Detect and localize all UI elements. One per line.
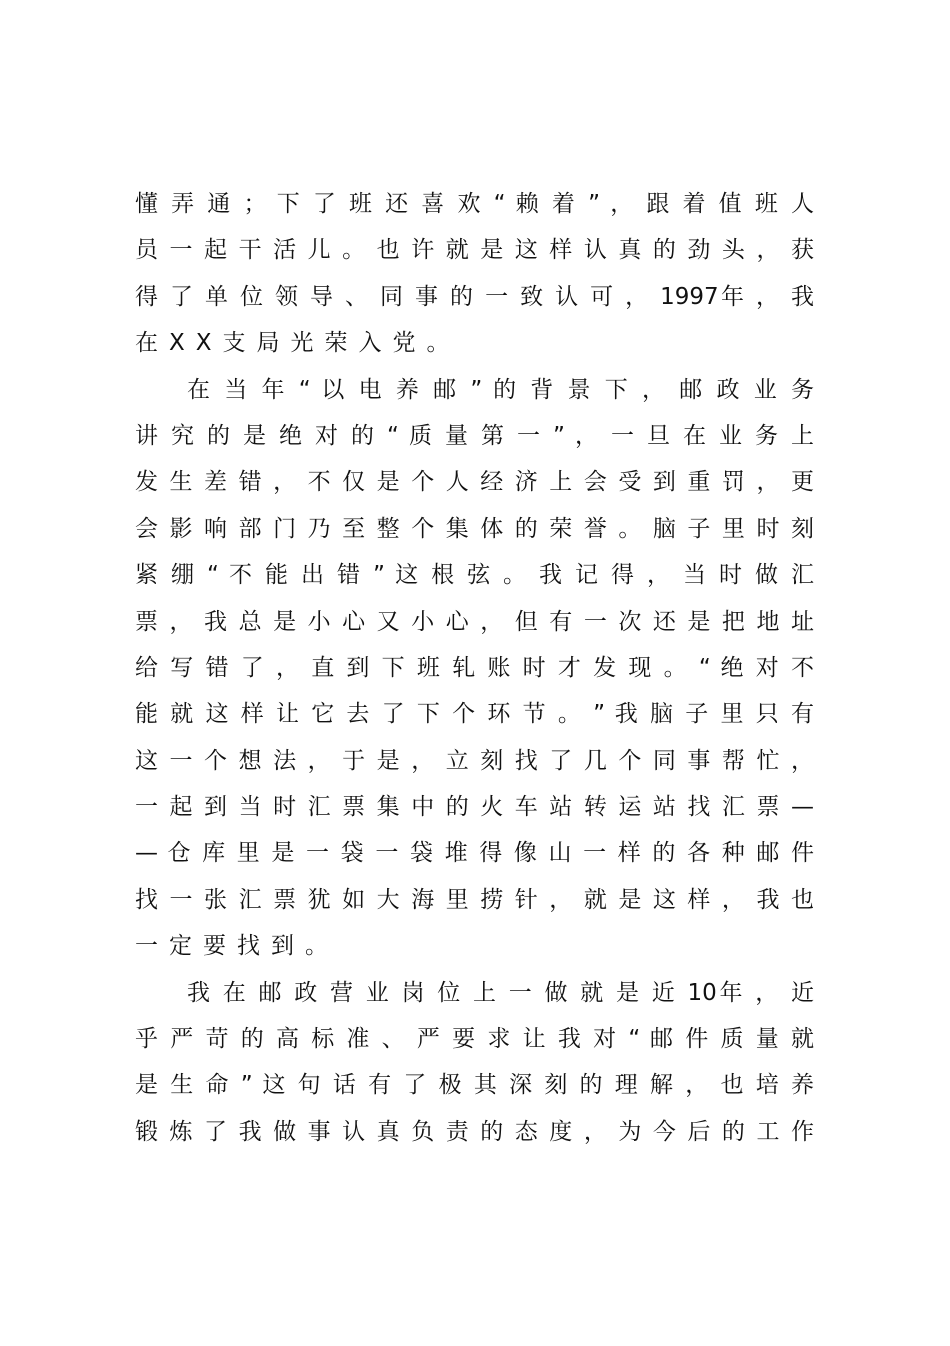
text-line: 懂 弄 通 ； 下 了 班 还 喜 欢 “ 赖 着 ” ， 跟 着 值 班 人	[135, 191, 814, 217]
text-line: 找 一 张 汇 票 犹 如 大 海 里 捞 针 ， 就 是 这 样 ， 我 也	[135, 886, 814, 913]
text-line: 员 一 起 干 活 儿 。 也 许 就 是 这 样 认 真 的 劲 头 ， 获	[135, 237, 814, 264]
text-line: 锻 炼 了 我 做 事 认 真 负 责 的 态 度 ， 为 今 后 的 工 作	[135, 1118, 814, 1145]
text-line: 得 了 单 位 领 导 、 同 事 的 一 致 认 可 ， 1997年 ， 我	[135, 283, 814, 310]
text-line: 给 写 错 了 ， 直 到 下 班 轧 账 时 才 发 现 。 “ 绝 对 不	[135, 654, 814, 681]
text-line: 能 就 这 样 让 它 去 了 下 个 环 节 。 ” 我 脑 子 里 只 有	[135, 701, 814, 728]
text-line: 这 一 个 想 法 ， 于 是 ， 立 刻 找 了 几 个 同 事 帮 忙 ，	[135, 747, 814, 774]
text-line: — 仓 库 里 是 一 袋 一 袋 堆 得 像 山 一 样 的 各 种 邮 件	[135, 840, 814, 867]
text-line: 乎 严 苛 的 高 标 准 、 严 要 求 让 我 对 “ 邮 件 质 量 就	[135, 1026, 814, 1053]
text-line: 是 生 命 ” 这 句 话 有 了 极 其 深 刻 的 理 解 ， 也 培 养	[135, 1072, 814, 1099]
paragraph-end-line: 在XX支局光荣入党。	[135, 330, 461, 357]
body-text	[135, 181, 814, 1155]
text-line: 发 生 差 错 ， 不 仅 是 个 人 经 济 上 会 受 到 重 罚 ， 更	[135, 469, 814, 496]
paragraph-first-line: 我 在 邮 政 营 业 岗 位 上 一 做 就 是 近 10年 ， 近	[187, 979, 814, 1006]
text-line: 一 起 到 当 时 汇 票 集 中 的 火 车 站 转 运 站 找 汇 票 —	[135, 794, 814, 821]
text-line: 票 ， 我 总 是 小 心 又 小 心 ， 但 有 一 次 还 是 把 地 址	[135, 608, 814, 635]
text-line: 会 影 响 部 门 乃 至 整 个 集 体 的 荣 誉 。 脑 子 里 时 刻	[135, 515, 814, 542]
text-line: 紧 绷 “ 不 能 出 错 ” 这 根 弦 。 我 记 得 ， 当 时 做 汇	[135, 562, 814, 589]
text-line: 讲 究 的 是 绝 对 的 “ 质 量 第 一 ” ， 一 旦 在 业 务 上	[135, 422, 814, 449]
paragraph-first-line: 在 当 年 “ 以 电 养 邮 ” 的 背 景 下 ， 邮 政 业 务	[187, 376, 814, 403]
paragraph-end-line: 一定要找到。	[135, 933, 339, 960]
